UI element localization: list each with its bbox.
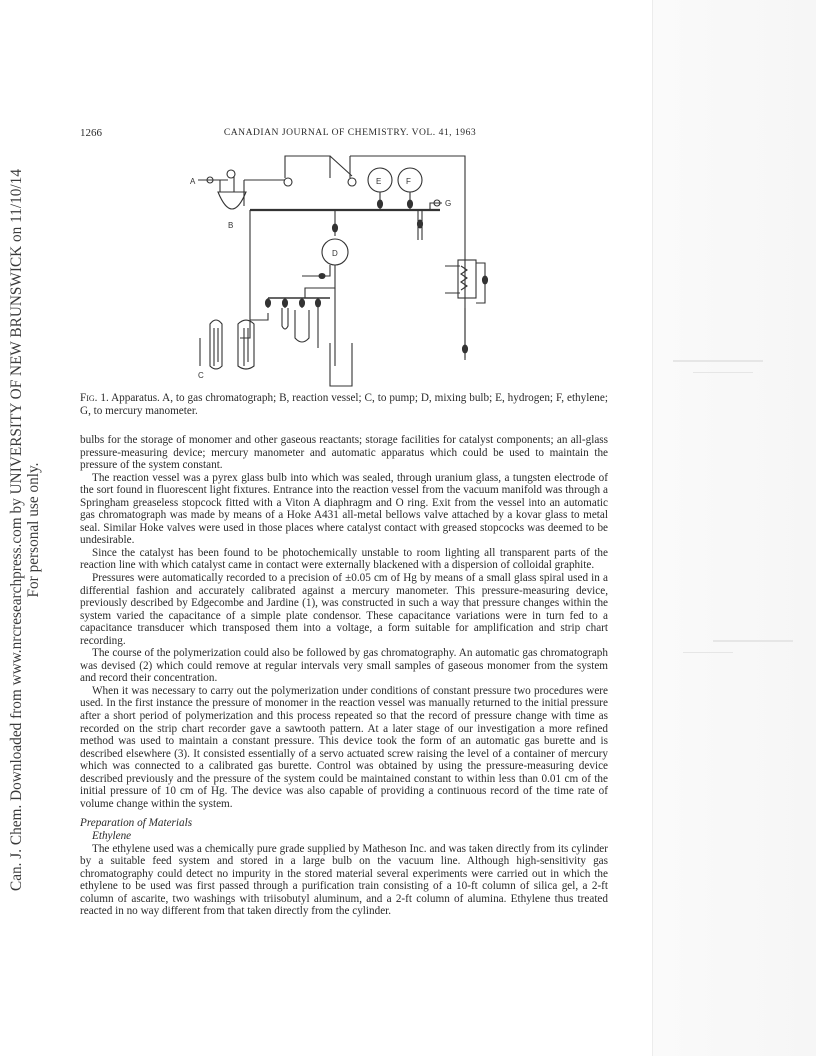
figure-label-g: G xyxy=(445,199,452,208)
figure-caption xyxy=(80,392,608,418)
figure-label-d: D xyxy=(332,249,338,258)
scan-margin-shade xyxy=(652,0,816,1056)
paragraph-4: Pressures were automatically recorded to a precision of ±0.05 cm of Hg by means of a small glass spiral used in a differential fashion and accurately calibrated against a mercury manometer. This pressure-measuring device, previously described by Edgecombe and Jardine (1), was constructed in such a way that pressure changes within the system varied the capacitance of a simple plate condensor. These capacitance variations were in turn fed to a capacitance transducer which transposed them into a voltage, a form suitable for amplification and strip chart recording. xyxy=(80,572,608,647)
figure-label-a: A xyxy=(190,177,196,186)
figure-label-f: F xyxy=(406,177,411,186)
article-body xyxy=(80,434,608,918)
paragraph-1: bulbs for the storage of monomer and other gaseous reactants; storage facilities for catalyst components; an all-glass pressure-measuring device; mercury manometer and automatic apparatus which could be used to maintain the pressure of the system constant. xyxy=(80,434,608,472)
figure-label-c: C xyxy=(198,371,204,380)
watermark-line-2: For personal use only. xyxy=(25,462,42,598)
paragraph-5: The course of the polymerization could also be followed by gas chromatography. An automatic gas chromatograph was devised (2) which could remove at regular intervals very small samples of gaseous monomer from the system and record their concentration. xyxy=(80,647,608,685)
caption-text: Apparatus. A, to gas chromatograph; B, reaction vessel; C, to pump; D, mixing bulb; E, hydrogen; F, ethylene; G, to mercury manometer. xyxy=(80,392,608,417)
download-watermark xyxy=(0,169,50,891)
watermark-line-1: Can. J. Chem. Downloaded from www.nrcresearchpress.com by UNIVERSITY OF NEW BRUNSWICK on 11/10/14 xyxy=(8,169,25,891)
paragraph-7: The ethylene used was a chemically pure grade supplied by Matheson Inc. and was taken directly from its cylinder by a suitable feed system and stored in a large bulb on the vacuum line. Although high-sensitivity gas chromatography could detect no impurity in the stored material several experiments were carried out in which the ethylene to be used was first passed through a purification train consisting of a 10-ft column of silica gel, a 2-ft column of ascarite, two washings with triisobutyl aluminum, and a 2-ft column of alumina. Ethylene thus treated reacted in no way different from that taken directly from the cylinder. xyxy=(80,842,608,918)
figure-label-b: B xyxy=(228,221,234,230)
figure-label-e: E xyxy=(376,177,382,186)
paragraph-2: The reaction vessel was a pyrex glass bulb into which was sealed, through uranium glass, a tungsten electrode of the sort found in fluorescent light fixtures. Entrance into the reaction vessel from the vacuum manifold was through a Springham greaseless stopcock fitted with a Viton A diaphragm and O ring. Exit from the vessel into an automatic gas chromatograph was made by means of a Hoke A431 all-metal bellows valve attached by a kovar glass to metal seal. Similar Hoke valves were used in those places where catalyst contact with greased stopcocks was deemed to be undesirable. xyxy=(80,471,608,547)
page-number: 1266 xyxy=(80,127,102,139)
paragraph-6: When it was necessary to carry out the polymerization under conditions of constant pressure two procedures were used. In the first instance the pressure of monomer in the reaction vessel was manually returned to the initial pressure after a short period of polymerization and this process repeated so that the record of pressure change with time as recorded on the strip chart recorder gave a sawtooth pattern. At a later stage of our investigation a more refined method was used to maintain a constant pressure. This device took the form of an automatic gas burette and is described elsewhere (3). It consisted essentially of a servo actuated screw raising the level of a container of mercury which was connected to a calibrated gas burette. Control was obtained by using the pressure-measuring device described previously and the pressure of the system could be maintained constant to within less than 0.01 cm of the initial pressure of 10 cm of Hg. The device was also capable of providing a continuous record of the time rate of volume change within the system. xyxy=(80,684,608,810)
subsection-heading: Ethylene xyxy=(92,829,132,842)
section-heading: Preparation of Materials xyxy=(80,817,193,830)
running-head: CANADIAN JOURNAL OF CHEMISTRY. VOL. 41, 1963 xyxy=(223,127,477,138)
caption-lead: Fig. 1. xyxy=(80,392,109,404)
apparatus-figure xyxy=(190,148,520,388)
paragraph-3: Since the catalyst has been found to be photochemically unstable to room lighting all transparent parts of the reaction line with which catalyst came in contact were externally blackened with a dispersion of colloidal graphite. xyxy=(80,546,608,572)
